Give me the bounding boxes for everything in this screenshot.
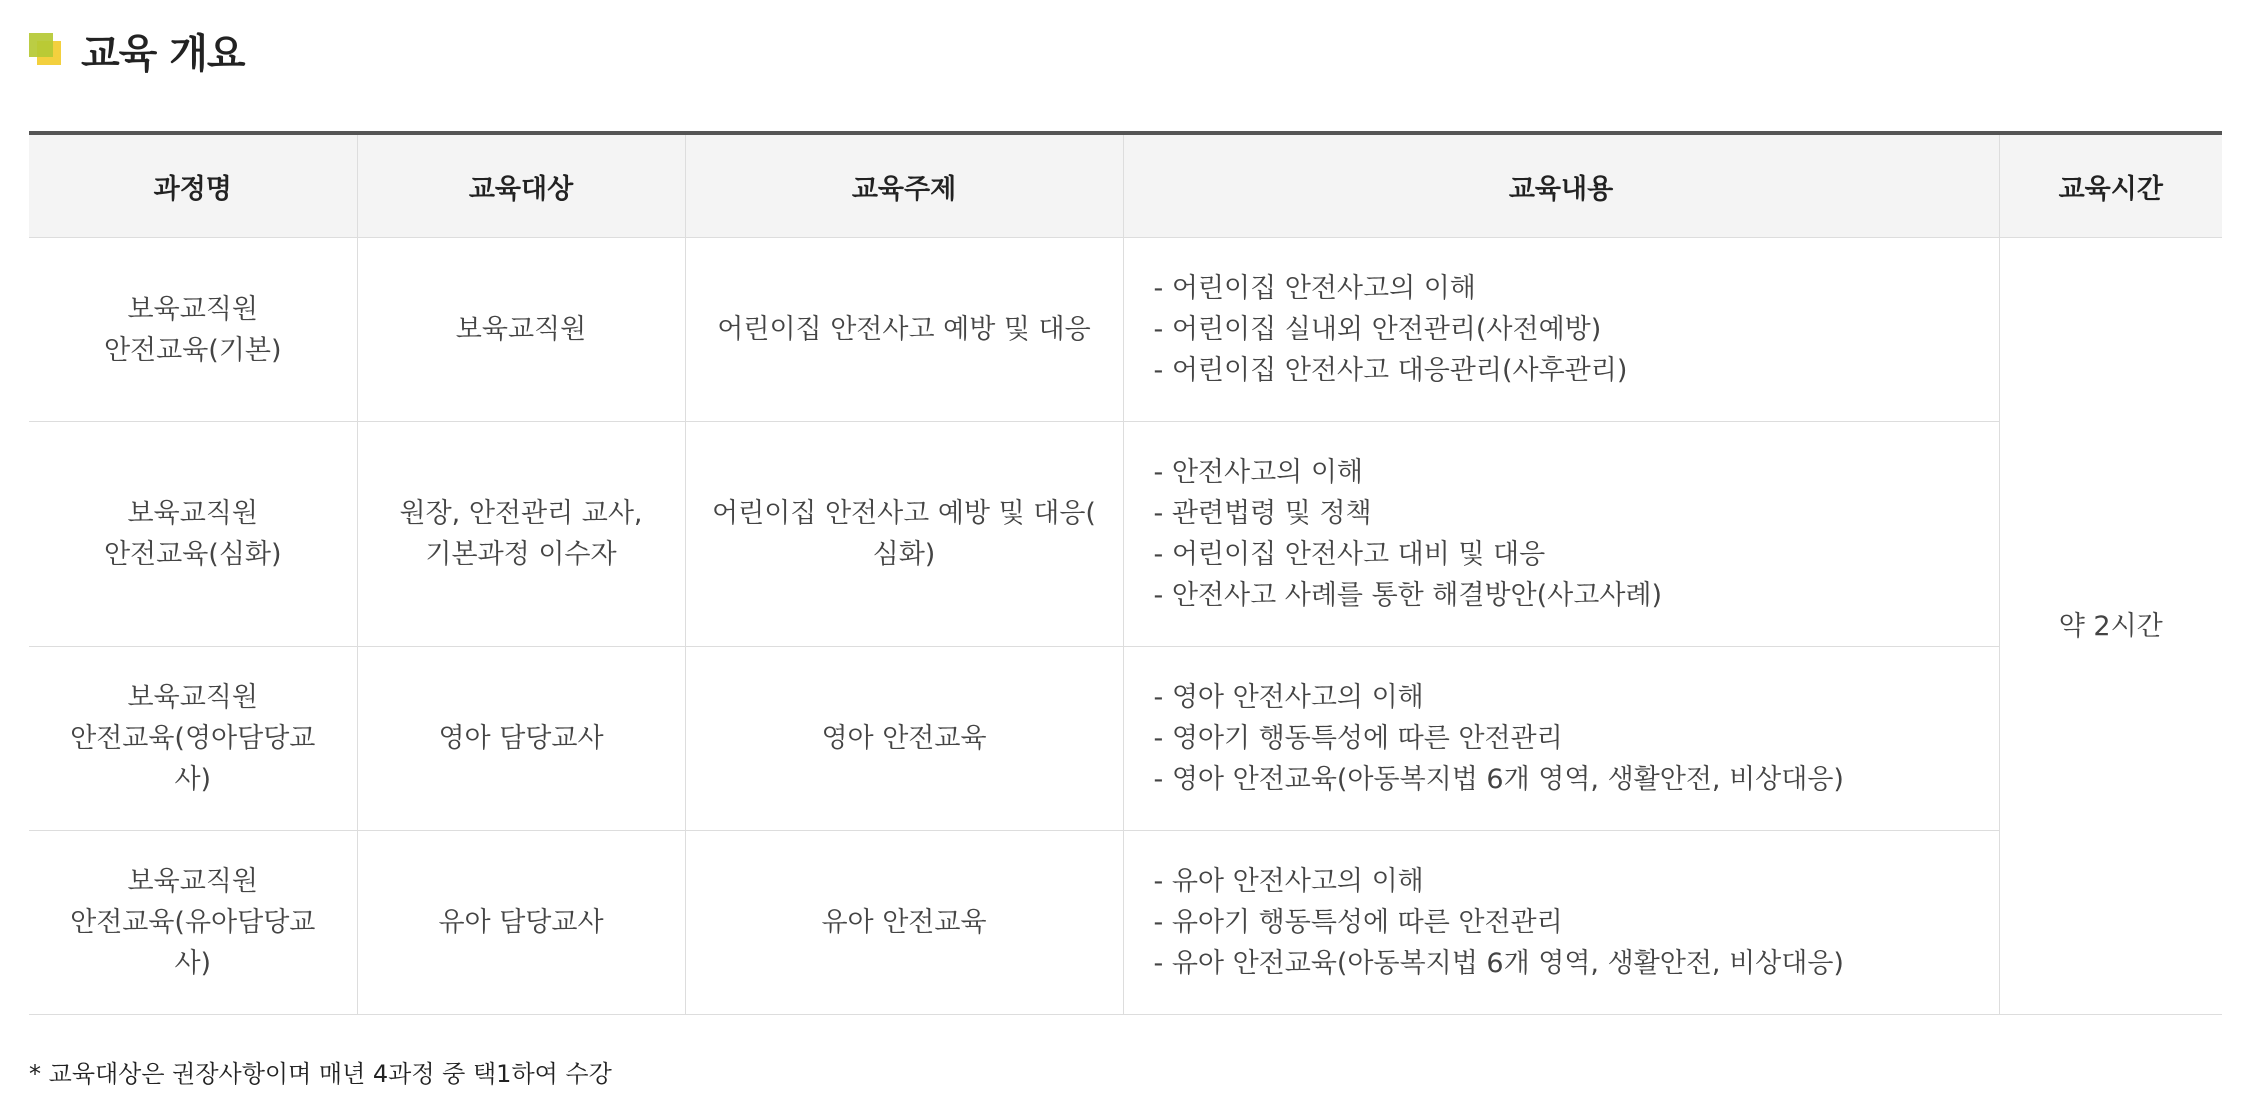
cell-target: [357, 238, 685, 422]
cell-line: 사): [174, 764, 212, 795]
cell-target: [357, 647, 685, 831]
cell-content: [1123, 647, 1999, 831]
cell-topic: [685, 238, 1123, 422]
cell-line: 유아 안전교육: [821, 907, 987, 938]
cell-topic: [685, 647, 1123, 831]
cell-line: 보육교직원: [127, 866, 258, 897]
cell-line: 안전교육(영아담당교: [70, 723, 316, 754]
cell-line: 사): [174, 948, 212, 979]
cell-target: [357, 831, 685, 1015]
table-header-row: [29, 133, 2222, 238]
cell-line: 안전교육(유아담당교: [70, 907, 316, 938]
table-row: [29, 238, 2222, 422]
cell-line: 어린이집 안전사고 예방 및 대응(: [712, 498, 1096, 529]
cell-course: [29, 238, 357, 422]
cell-line: 안전교육(기본): [103, 334, 282, 366]
cell-line: 보육교직원: [127, 293, 258, 325]
cell-target: [357, 422, 685, 647]
cell-line: 안전교육(심화): [103, 539, 282, 570]
cell-topic: [685, 831, 1123, 1015]
cell-course: [29, 831, 357, 1015]
table-row: [29, 422, 2222, 647]
header-target: 교육대상: [357, 133, 685, 238]
cell-duration: 약 2시간: [1999, 238, 2222, 1015]
cell-line: 심화): [872, 539, 936, 570]
cell-content: [1123, 831, 1999, 1015]
cell-line: 영아 안전교육: [821, 723, 987, 754]
education-overview-table: [29, 131, 2222, 1015]
table-row: [29, 831, 2222, 1015]
cell-line: 보육교직원: [127, 498, 258, 529]
header-course: 과정명: [29, 133, 357, 238]
content-line: - 유아 안전교육(아동복지법 6개 영역, 생활안전, 비상대응): [1153, 948, 1844, 979]
header-topic: 교육주제: [685, 133, 1123, 238]
cell-topic: [685, 422, 1123, 647]
cell-course: [29, 647, 357, 831]
content-line: - 어린이집 안전사고의 이해: [1153, 273, 1476, 304]
content-line: - 안전사고 사례를 통한 해결방안(사고사례): [1153, 580, 1663, 611]
content-line: - 영아 안전교육(아동복지법 6개 영역, 생활안전, 비상대응): [1153, 764, 1844, 795]
content-line: - 어린이집 실내외 안전관리(사전예방): [1153, 314, 1602, 345]
content-line: - 영아 안전사고의 이해: [1153, 682, 1424, 713]
cell-content: [1123, 422, 1999, 647]
cell-line: 영아 담당교사: [438, 723, 604, 754]
table-row: [29, 647, 2222, 831]
content-line: - 유아기 행동특성에 따른 안전관리: [1153, 907, 1563, 938]
cell-line: 유아 담당교사: [438, 907, 604, 938]
cell-course: [29, 422, 357, 647]
header-duration: 교육시간: [1999, 133, 2222, 238]
cell-content: [1123, 238, 1999, 422]
content-line: - 안전사고의 이해: [1153, 457, 1363, 488]
content-line: - 유아 안전사고의 이해: [1153, 866, 1424, 897]
cell-line: 보육교직원: [127, 682, 258, 713]
cell-line: 보육교직원: [455, 314, 587, 345]
square-bullet-icon: [29, 33, 63, 67]
edu-table: [29, 131, 2222, 1015]
cell-line: 원장, 안전관리 교사,: [399, 498, 643, 529]
content-line: - 영아기 행동특성에 따른 안전관리: [1153, 723, 1563, 754]
content-line: - 어린이집 안전사고 대비 및 대응: [1153, 539, 1546, 570]
section-header: [29, 22, 245, 78]
section-title: 교육 개요: [81, 30, 245, 77]
cell-line: 어린이집 안전사고 예방 및 대응: [717, 314, 1091, 345]
cell-line: 기본과정 이수자: [425, 539, 617, 570]
footnote: * 교육대상은 권장사항이며 매년 4과정 중 택1하여 수강: [29, 1060, 612, 1088]
content-line: - 어린이집 안전사고 대응관리(사후관리): [1153, 355, 1628, 386]
content-line: - 관련법령 및 정책: [1153, 498, 1372, 529]
header-content: 교육내용: [1123, 133, 1999, 238]
